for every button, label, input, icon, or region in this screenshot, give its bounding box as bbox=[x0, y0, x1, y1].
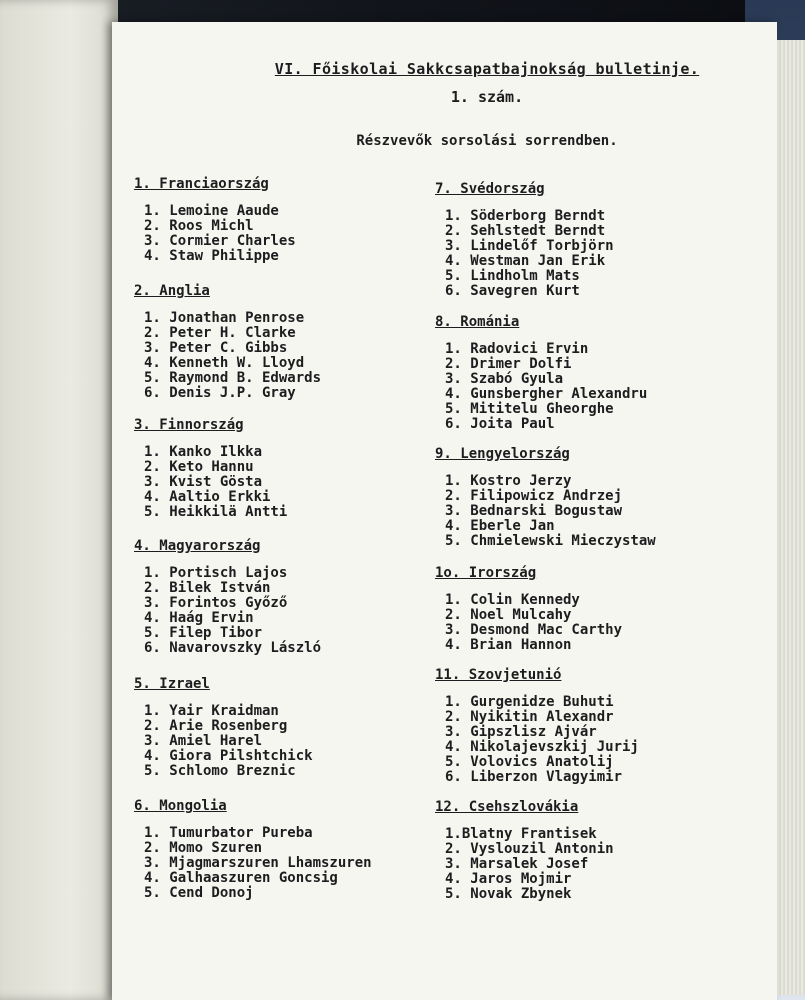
player-entry: 4. Gunsbergher Alexandru bbox=[445, 386, 648, 402]
team-block bbox=[134, 284, 321, 401]
player-entry: 5. Mititelu Gheorghe bbox=[445, 401, 614, 417]
participants-subtitle: Részvevők sorsolási sorrendben. bbox=[356, 133, 618, 149]
player-entry: 5. Heikkilä Antti bbox=[144, 504, 288, 520]
player-entry: 4. Jaros Mojmir bbox=[445, 871, 572, 887]
player-entry: 3. Szabó Gyula bbox=[445, 371, 564, 387]
player-entry: 3. Cormier Charles bbox=[144, 233, 296, 249]
player-entry: 3. Amiel Harel bbox=[144, 733, 263, 749]
player-entry: 2. Sehlstedt Berndt bbox=[445, 223, 606, 239]
player-list bbox=[134, 204, 296, 264]
player-entry: 3. Kvist Gösta bbox=[144, 474, 263, 490]
player-entry: 3. Desmond Mac Carthy bbox=[445, 622, 623, 638]
player-entry: 3. Mjagmarszuren Lhamszuren bbox=[144, 855, 372, 871]
player-entry: 4. Giora Pilshtchick bbox=[144, 748, 313, 764]
team-title: 4. Magyarország bbox=[134, 538, 261, 554]
player-entry: 3. Bednarski Bogustaw bbox=[445, 503, 623, 519]
issue-number: 1. szám. bbox=[450, 88, 524, 106]
player-entry: 2. Momo Szuren bbox=[144, 840, 263, 856]
bulletin-page bbox=[112, 22, 777, 1000]
player-entry: 2. Filipowicz Andrzej bbox=[445, 488, 623, 504]
player-entry: 4. Haág Ervin bbox=[144, 610, 254, 626]
team-block bbox=[435, 800, 614, 902]
player-entry: 1. Colin Kennedy bbox=[445, 592, 580, 608]
team-title: 1. Franciaország bbox=[134, 176, 269, 192]
left-facing-page bbox=[0, 0, 118, 1000]
team-title: 8. Románia bbox=[435, 314, 520, 330]
player-entry: 3. Lindelőf Torbjörn bbox=[445, 238, 614, 254]
team-block bbox=[134, 799, 372, 901]
player-entry: 4. Kenneth W. Lloyd bbox=[144, 355, 305, 371]
player-entry: 4. Westman Jan Erik bbox=[445, 253, 606, 269]
team-block bbox=[435, 315, 647, 432]
team-title: 3. Finnország bbox=[134, 417, 244, 433]
team-block bbox=[134, 539, 321, 656]
player-entry: 5. Raymond B. Edwards bbox=[144, 370, 322, 386]
player-list bbox=[435, 342, 647, 432]
player-entry: 5. Schlomo Breznic bbox=[144, 763, 296, 779]
player-entry: 5. Filep Tibor bbox=[144, 625, 263, 641]
player-entry: 6. Savegren Kurt bbox=[445, 283, 580, 299]
team-title: 12. Csehszlovákia bbox=[435, 799, 579, 815]
team-title: 6. Mongolia bbox=[134, 798, 227, 814]
player-entry: 2. Noel Mulcahy bbox=[445, 607, 572, 623]
player-entry: 4. Eberle Jan bbox=[445, 518, 555, 534]
player-entry: 3. Forintos Győző bbox=[144, 595, 288, 611]
player-entry: 3. Peter C. Gibbs bbox=[144, 340, 288, 356]
player-entry: 1. Söderborg Berndt bbox=[445, 208, 606, 224]
team-title: 11. Szovjetunió bbox=[435, 667, 562, 683]
player-entry: 1. Yair Kraidman bbox=[144, 703, 279, 719]
player-entry: 1. Gurgenidze Buhuti bbox=[445, 694, 614, 710]
player-list bbox=[134, 311, 321, 401]
player-entry: 1. Kostro Jerzy bbox=[445, 473, 572, 489]
team-title: 7. Svédország bbox=[435, 181, 545, 197]
player-entry: 6. Liberzon Vlagyimir bbox=[445, 769, 623, 785]
player-entry: 4. Staw Philippe bbox=[144, 248, 279, 264]
team-title: 9. Lengyelország bbox=[435, 446, 570, 462]
team-block bbox=[134, 418, 287, 520]
player-list bbox=[134, 826, 372, 901]
player-entry: 6. Navarovszky László bbox=[144, 640, 322, 656]
player-entry: 2. Bilek István bbox=[144, 580, 271, 596]
player-entry: 2. Vyslouzil Antonin bbox=[445, 841, 614, 857]
player-entry: 5. Lindholm Mats bbox=[445, 268, 580, 284]
player-entry: 5. Volovics Anatolij bbox=[445, 754, 614, 770]
player-entry: 1. Lemoine Aaude bbox=[144, 203, 279, 219]
player-list bbox=[435, 474, 656, 549]
player-entry: 3. Marsalek Josef bbox=[445, 856, 589, 872]
team-block bbox=[134, 677, 313, 779]
player-list bbox=[435, 593, 622, 653]
team-block bbox=[435, 668, 639, 785]
player-entry: 5. Novak Zbynek bbox=[445, 886, 572, 902]
player-entry: 4. Nikolajevszkij Jurij bbox=[445, 739, 639, 755]
player-entry: 5. Cend Donoj bbox=[144, 885, 254, 901]
player-entry: 1.Blatny Frantisek bbox=[445, 826, 597, 842]
player-entry: 2. Nyikitin Alexandr bbox=[445, 709, 614, 725]
player-list bbox=[134, 445, 287, 520]
team-block bbox=[435, 182, 614, 299]
player-entry: 4. Aaltio Erkki bbox=[144, 489, 271, 505]
player-entry: 4. Galhaaszuren Goncsig bbox=[144, 870, 338, 886]
player-entry: 6. Denis J.P. Gray bbox=[144, 385, 296, 401]
bulletin-title: VI. Főiskolai Sakkcsapatbajnokság bulletinje. bbox=[274, 60, 700, 78]
player-list bbox=[134, 566, 321, 656]
player-list bbox=[435, 695, 639, 785]
team-title: 5. Izrael bbox=[134, 676, 210, 692]
team-title: 1o. Irország bbox=[435, 565, 537, 581]
team-title: 2. Anglia bbox=[134, 283, 210, 299]
team-block bbox=[134, 177, 296, 264]
player-entry: 4. Brian Hannon bbox=[445, 637, 572, 653]
team-block bbox=[435, 447, 656, 549]
player-entry: 1. Kanko Ilkka bbox=[144, 444, 263, 460]
player-entry: 2. Keto Hannu bbox=[144, 459, 254, 475]
player-entry: 2. Drimer Dolfi bbox=[445, 356, 572, 372]
player-entry: 1. Radovici Ervin bbox=[445, 341, 589, 357]
player-list bbox=[435, 209, 614, 299]
player-entry: 2. Roos Michl bbox=[144, 218, 254, 234]
player-entry: 6. Joita Paul bbox=[445, 416, 555, 432]
player-entry: 1. Tumurbator Pureba bbox=[144, 825, 313, 841]
player-entry: 1. Jonathan Penrose bbox=[144, 310, 305, 326]
player-entry: 5. Chmielewski Mieczystaw bbox=[445, 533, 656, 549]
team-block bbox=[435, 566, 622, 653]
player-list bbox=[435, 827, 614, 902]
player-list bbox=[134, 704, 313, 779]
player-entry: 2. Peter H. Clarke bbox=[144, 325, 296, 341]
player-entry: 1. Portisch Lajos bbox=[144, 565, 288, 581]
player-entry: 2. Arie Rosenberg bbox=[144, 718, 288, 734]
player-entry: 3. Gipszlisz Ajvár bbox=[445, 724, 597, 740]
